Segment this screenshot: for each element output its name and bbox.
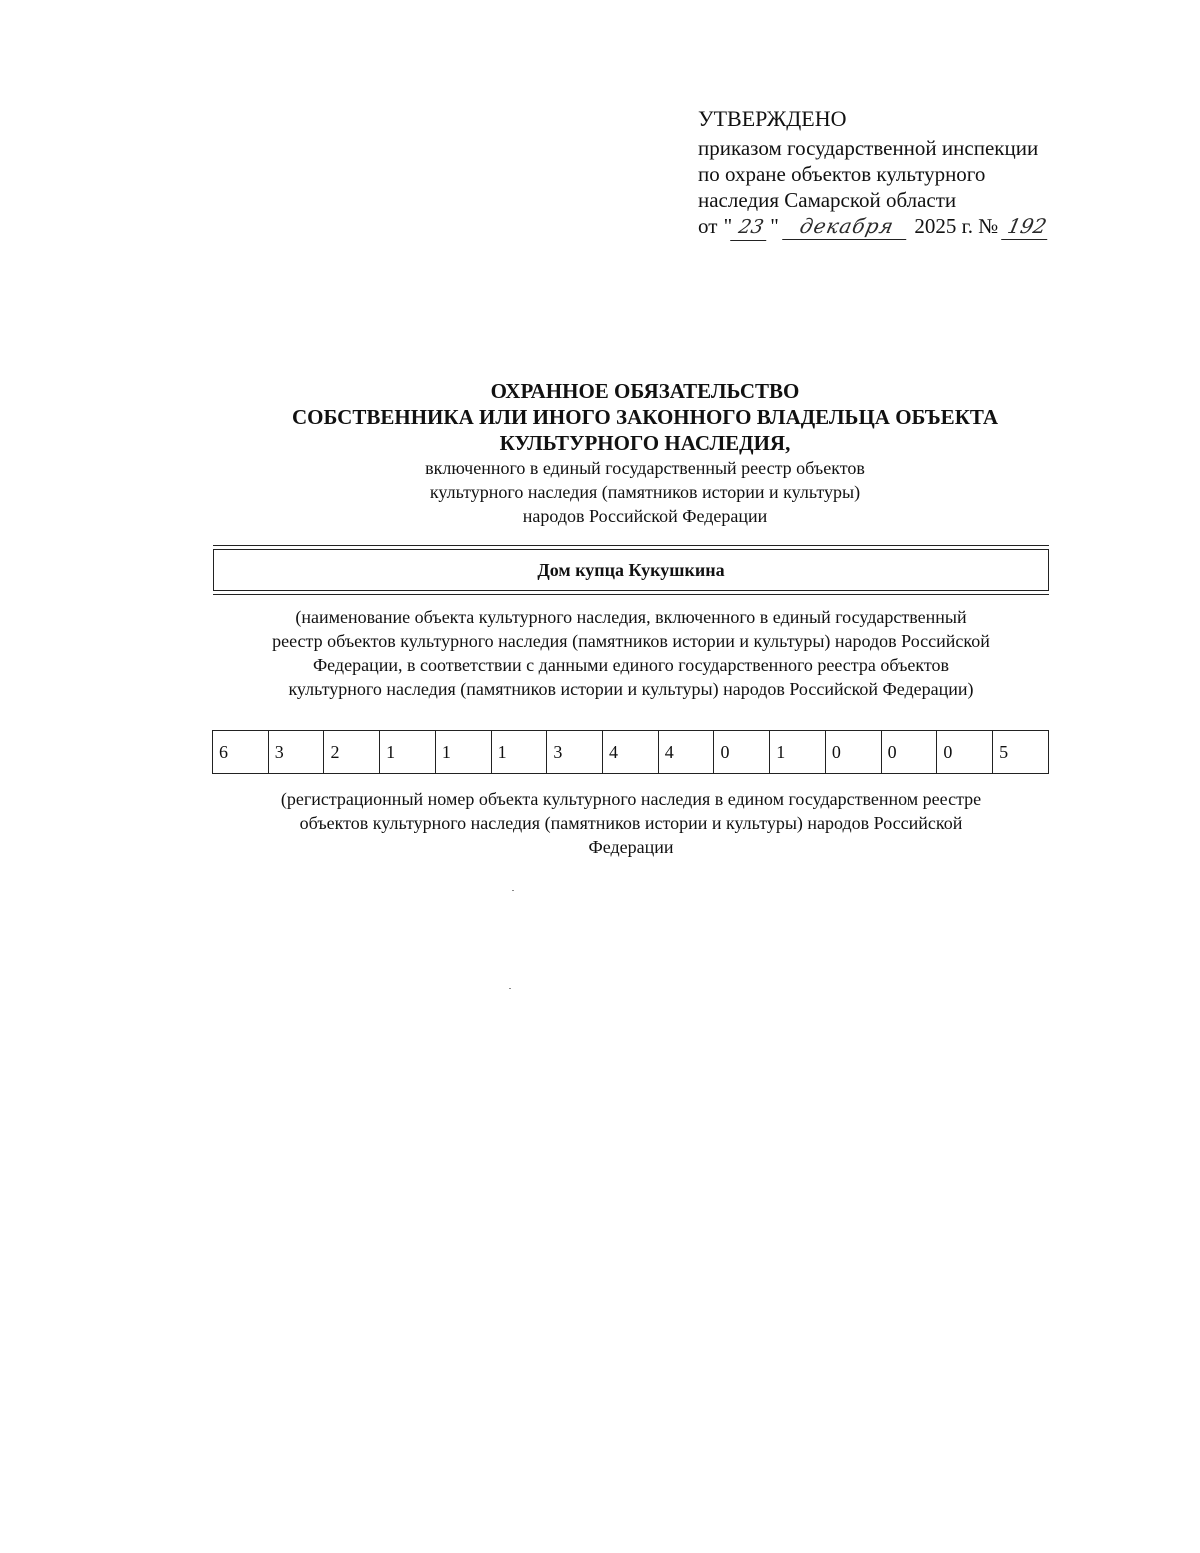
reg-digit-cell: 0: [881, 731, 937, 774]
reg-digit-cell: 6: [213, 731, 269, 774]
title-line-3: КУЛЬТУРНОГО НАСЛЕДИЯ,: [499, 431, 791, 455]
reg-digit-cell: 3: [268, 731, 324, 774]
reg-caption-line-1: (регистрационный номер объекта культурного наследия в едином государственном реестре: [280, 789, 982, 809]
object-name-caption: [0, 605, 1200, 701]
name-caption-line-4: культурного наследия (памятников истории и культуры) народов Российской Федерации): [288, 679, 974, 699]
reg-digit-cell: 3: [547, 731, 603, 774]
scan-speck: [512, 890, 514, 891]
name-caption-line-1: (наименование объекта культурного наследия, включенного в единый государственный: [295, 607, 967, 627]
reg-digit-cell: 0: [825, 731, 881, 774]
reg-digit-cell: 1: [491, 731, 547, 774]
reg-caption-line-3: Федерации: [588, 837, 674, 857]
reg-digit-cell: 1: [435, 731, 491, 774]
registration-number-caption: [0, 787, 1200, 859]
approval-line-1: приказом государственной инспекции: [698, 136, 1039, 160]
title-sub-3: народов Российской Федерации: [522, 506, 768, 526]
approval-heading: УТВЕРЖДЕНО: [698, 106, 847, 131]
reg-digit-cell: 4: [603, 731, 659, 774]
reg-digit-cell: 4: [658, 731, 714, 774]
name-caption-line-3: Федерации, в соответствии с данными единого государственного реестра объектов: [312, 655, 950, 675]
name-caption-line-2: реестр объектов культурного наследия (памятников истории и культуры) народов Российской: [272, 631, 990, 651]
reg-caption-line-2: объектов культурного наследия (памятников истории и культуры) народов Российской: [299, 813, 963, 833]
object-name-box: [213, 549, 1049, 591]
reg-digit-cell: 0: [937, 731, 993, 774]
title-line-1: ОХРАННОЕ ОБЯЗАТЕЛЬСТВО: [490, 379, 800, 403]
reg-digit-cell: 5: [993, 731, 1049, 774]
approval-line-2: по охране объектов культурного: [698, 162, 986, 186]
date-year-text: 2025 г. №: [914, 214, 999, 238]
approval-line-3: наследия Самарской области: [698, 188, 957, 212]
object-name: Дом купца Кукушкина: [537, 559, 725, 580]
approval-date-line: от " 23 " декабря 2025 г. № 192: [698, 213, 1118, 241]
date-prefix: от: [698, 214, 718, 238]
reg-digit-cell: 1: [770, 731, 826, 774]
reg-digit-cell: 0: [714, 731, 770, 774]
registration-number-grid: [212, 730, 1049, 774]
reg-digit-cell: 1: [380, 731, 436, 774]
handwritten-order-number: 192: [1001, 213, 1053, 240]
handwritten-day: 23: [730, 214, 772, 241]
approval-block: [698, 106, 1118, 241]
title-sub-1: включенного в единый государственный реестр объектов: [425, 458, 865, 478]
handwritten-month: декабря: [782, 213, 912, 240]
title-sub-2: культурного наследия (памятников истории и культуры): [429, 482, 861, 502]
reg-digit-cell: 2: [324, 731, 380, 774]
scan-speck: [509, 988, 511, 989]
title-line-2: СОБСТВЕННИКА ИЛИ ИНОГО ЗАКОННОГО ВЛАДЕЛЬЦА ОБЪЕКТА: [291, 405, 999, 429]
document-title: [0, 378, 1200, 528]
